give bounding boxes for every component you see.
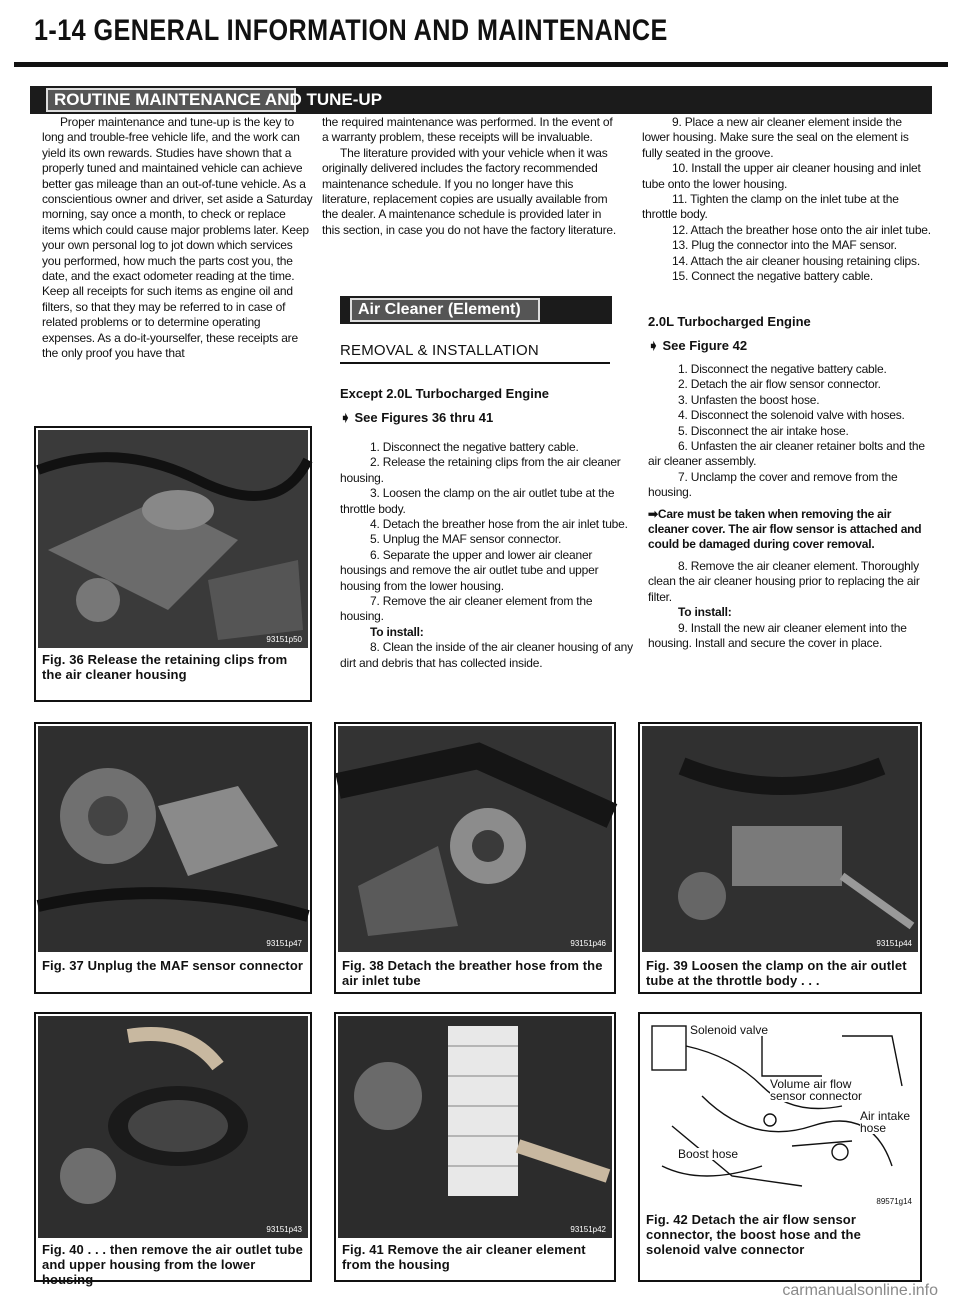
engine-photo: [38, 430, 308, 648]
page-title: 1-14 GENERAL INFORMATION AND MAINTENANCE: [34, 14, 668, 47]
step-item: 3. Loosen the clamp on the air outlet tube at the throttle body.: [340, 486, 615, 516]
engine-photo: [38, 1016, 308, 1238]
figure-38: [334, 722, 616, 994]
step-item: 5. Unplug the MAF sensor connector.: [370, 532, 562, 547]
engine-photo: [338, 726, 612, 952]
watermark: carmanualsonline.info: [782, 1282, 938, 1299]
figure-code: 93151p44: [876, 939, 912, 948]
figure-code: 89571g14: [876, 1197, 912, 1206]
step-item: 9. Place a new air cleaner element inside the lower housing. Make sure the seal on the element is fully seated in the groove.: [642, 115, 909, 160]
heading-rule: [340, 362, 610, 364]
figure-code: 93151p47: [266, 939, 302, 948]
figure-caption: Fig. 38 Detach the breather hose from the air inlet tube: [342, 958, 603, 988]
step-item: 9. Install the new air cleaner element into the housing. Install and secure the cover in place.: [648, 620, 907, 650]
figure-42: [638, 1012, 922, 1282]
literature-paragraph: The literature provided with your vehicle when it was originally delivered includes the factory recommended maintenance schedule. If you no longer have this literature, replacement copies are usually available from the dealer. A maintenance schedule is provided later in this section, in case you do not have the factory literature.: [322, 145, 616, 237]
intro-paragraph-continued: the required maintenance was performed. In the event of a warranty problem, these receipts will be invaluable.: [322, 115, 613, 145]
engine-photo: [642, 726, 918, 952]
figure-code: 93151p50: [266, 635, 302, 644]
turbo-steps: [648, 362, 933, 651]
figure-caption: Fig. 42 Detach the air flow sensor connector, the boost hose and the solenoid valve connector: [646, 1212, 861, 1257]
caution-note: ➡Care must be taken when removing the air cleaner cover. The air flow sensor is attached and could be damaged during cover removal.: [648, 506, 922, 552]
see-figures-reference: ➧ See Figures 36 thru 41: [340, 410, 494, 425]
step-item: 10. Install the upper air cleaner housing and inlet tube onto the lower housing.: [642, 161, 921, 191]
see-figure-reference: ➧ See Figure 42: [648, 338, 748, 353]
label-air-intake-hose: Air intake hose: [860, 1109, 911, 1135]
removal-steps: [340, 440, 636, 671]
step-item: 8. Remove the air cleaner element. Thoroughly clean the air cleaner housing prior to replacing the air filter.: [648, 558, 920, 604]
step-item: 3. Unfasten the boost hose.: [678, 392, 820, 407]
intro-paragraph: Proper maintenance and tune-up is the key to long and trouble-free vehicle life, and the work can yield its own rewards. Studies have shown that a properly tuned and maintained vehicle can achieve better gas mileage than an out-of-tune vehicle. As a conscientious owner and driver, set aside a Saturday morning, say once a month, to check or replace items which could cause major problems later. Keep your own personal log to jot down which services you performed, how much the parts cost you, the date, and the exact odometer reading at the time. Keep all receipts for such items as engine oil and filters, so that they may be referred to in case of related problems or to determine operating expenses. As a do-it-yourselfer, these receipts are the only proof you have that: [42, 115, 313, 361]
right-column: [642, 115, 932, 284]
figure-caption: Fig. 40 . . . then remove the air outlet tube and upper housing from the lower housing: [42, 1242, 303, 1287]
subsection-banner: Air Cleaner (Element): [350, 298, 540, 322]
label-volume-air-flow-sensor: Volume air flow sensor connector: [770, 1078, 874, 1102]
middle-column: [322, 115, 622, 238]
step-item: 7. Unclamp the cover and remove from the housing.: [648, 469, 898, 500]
label-boost-hose: Boost hose: [678, 1147, 739, 1161]
step-item: 13. Plug the connector into the MAF sensor.: [672, 238, 897, 253]
figure-36: [34, 426, 312, 702]
step-item: 4. Detach the breather hose from the air inlet tube.: [370, 517, 628, 532]
step-item: 2. Release the retaining clips from the air cleaner housing.: [340, 455, 621, 485]
step-item: 15. Connect the negative battery cable.: [672, 269, 874, 284]
figure-39: [638, 722, 922, 994]
figure-40: [34, 1012, 312, 1287]
to-install-heading: To install:: [678, 605, 732, 620]
figure-code: 93151p42: [570, 1225, 606, 1234]
figure-caption: Fig. 37 Unplug the MAF sensor connector: [42, 958, 304, 973]
engine-photo: [338, 1016, 612, 1238]
figure-caption: Fig. 36 Release the retaining clips from the air cleaner housing: [42, 652, 288, 682]
figure-37: [34, 722, 312, 994]
to-install-heading: To install:: [370, 624, 424, 639]
step-item: 11. Tighten the clamp on the inlet tube at the throttle body.: [642, 192, 899, 222]
step-item: 6. Separate the upper and lower air cleaner housings and remove the air outlet tube and upper housing from the lower housing.: [340, 547, 599, 593]
line-drawing: [642, 1016, 918, 1208]
title-rule: [14, 62, 948, 67]
removal-heading: REMOVAL & INSTALLATION: [340, 342, 539, 359]
section-banner: ROUTINE MAINTENANCE AND TUNE-UP: [46, 88, 296, 112]
engine-heading: 2.0L Turbocharged Engine: [648, 314, 811, 329]
step-item: 2. Detach the air flow sensor connector.: [678, 377, 881, 392]
step-item: 1. Disconnect the negative battery cable.: [678, 362, 887, 376]
step-item: 6. Unfasten the air cleaner retainer bolts and the air cleaner assembly.: [648, 439, 925, 469]
label-solenoid-valve: Solenoid valve: [690, 1023, 769, 1037]
step-item: 12. Attach the breather hose onto the air inlet tube.: [672, 222, 931, 237]
step-item: 14. Attach the air cleaner housing retaining clips.: [672, 253, 920, 268]
step-item: 4. Disconnect the solenoid valve with hoses.: [678, 408, 905, 423]
figure-code: 93151p43: [266, 1225, 302, 1234]
engine-photo: [38, 726, 308, 952]
figure-caption: Fig. 41 Remove the air cleaner element from the housing: [342, 1242, 586, 1272]
step-item: 5. Disconnect the air intake hose.: [678, 423, 849, 438]
except-heading: Except 2.0L Turbocharged Engine: [340, 386, 550, 401]
step-item: 1. Disconnect the negative battery cable.: [370, 440, 579, 454]
figure-caption: Fig. 39 Loosen the clamp on the air outlet tube at the throttle body . . .: [646, 958, 907, 988]
figure-41: [334, 1012, 616, 1282]
intro-column: [42, 115, 314, 362]
step-item: 7. Remove the air cleaner element from the housing.: [340, 594, 593, 624]
figure-code: 93151p46: [570, 939, 606, 948]
step-item: 8. Clean the inside of the air cleaner housing of any dirt and debris that has collected inside.: [340, 640, 633, 670]
